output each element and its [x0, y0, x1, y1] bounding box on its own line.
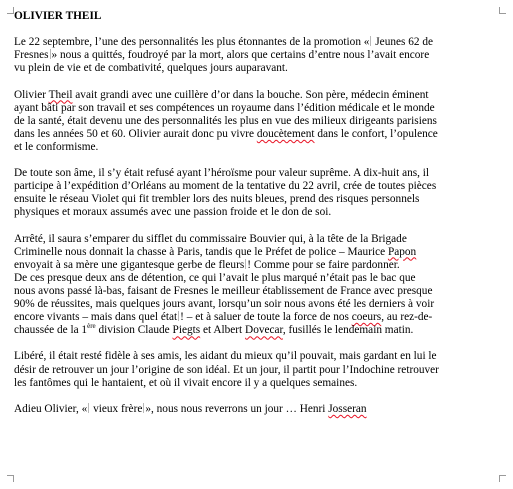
document-body[interactable]	[14, 10, 500, 429]
spelling-error-word[interactable]: Theil	[48, 88, 73, 101]
paragraph-3: De toute son âme, il s’y était refusé ayant l’héroïsme pour valeur suprême. A dix-huit ans, il participe à l’expédition d’Orléans au moment de la tentative du 22 avril, crée de toutes pièces ensuite le réseau Violet qui fit trembler lors des nuits bleues, prend des risques personnels physiques et moraux assumés avec une passion froide et le don de soi.	[14, 167, 437, 219]
crop-mark-bottom-left	[7, 475, 14, 482]
text-cursor-mark	[178, 311, 179, 321]
paragraph-1: Le 22 septembre, l’une des personnalités les plus étonnantes de la promotion « Jeunes 62 de Fresnes » nous a quittés, foudroyé par la mort, alors que certains d’entre nous l’avait encore vu plein de vie et de combativité, quelques jours auparavant.	[14, 36, 434, 75]
paragraph-5: De ces presque deux ans de détention, ce qui l’avait le plus marqué n’était pas le bac que nous avons passé là-bas, faisant de Fresnes le meilleur établissement de France avec presque 90% de réussites, mais quelques jours avant, lorsqu’un soir nous avons été les derniers à voir encore vivants – mais dans quel état ! – et à saluer de toute la force de nos coeurs, au rez-de- chaussée de la 1ère division Claude Piegts et Albert Dovecar, fusillés le lendemain matin.	[14, 271, 435, 337]
spelling-error-word[interactable]: doucètement	[256, 127, 315, 140]
text-cursor-mark	[50, 49, 51, 59]
spelling-error-word[interactable]: Dovecar	[245, 324, 283, 337]
crop-mark-top-left	[7, 7, 14, 14]
paragraph-7: Adieu Olivier, « vieux frère », nous nous reverrons un jour … Henri Josseran	[14, 402, 367, 415]
spelling-error-word[interactable]: coeurs	[351, 311, 382, 324]
spelling-error-word[interactable]: Papon	[387, 245, 417, 258]
spelling-error-word[interactable]: Josseran	[328, 402, 367, 415]
spelling-error-word[interactable]: Piegts	[172, 324, 201, 337]
paragraph-4: Arrêté, il saura s’emparer du sifflet du commissaire Bouvier qui, à la tête de la Brigade Criminelle nous donnait la chasse à Paris, tandis que le Préfet de police – Maurice Papon envoyait à sa mère une gigantesque gerbe de fleurs ! Comme pour se faire pardonner.	[14, 232, 417, 271]
document-title: OLIVIER THEIL	[14, 10, 102, 22]
crop-mark-top-right	[499, 7, 506, 14]
crop-mark-bottom-right	[499, 475, 506, 482]
paragraph-6: Libéré, il était resté fidèle à ses amis, les aidant du mieux qu’il pouvait, mais gardant en lui le désir de retrouver un jour l’origine de son idéal. Et un jour, il partit pour l’Indochine retrouver les fantômes qui le hantaient, et où il vivait encore il y a quelques semaines.	[14, 350, 439, 389]
paragraph-2: Olivier Theil avait grandi avec une cuillère d’or dans la bouche. Son père, médecin éminent ayant bâti par son travail et ses compétences un royaume dans l’édition médicale et le monde de la santé, était devenu une des personnalités les plus en vue des milieux dirigeants parisiens dans les années 50 et 60. Olivier aurait donc pu vivre doucètement dans le confort, l’opulence et le conformisme.	[14, 88, 438, 153]
